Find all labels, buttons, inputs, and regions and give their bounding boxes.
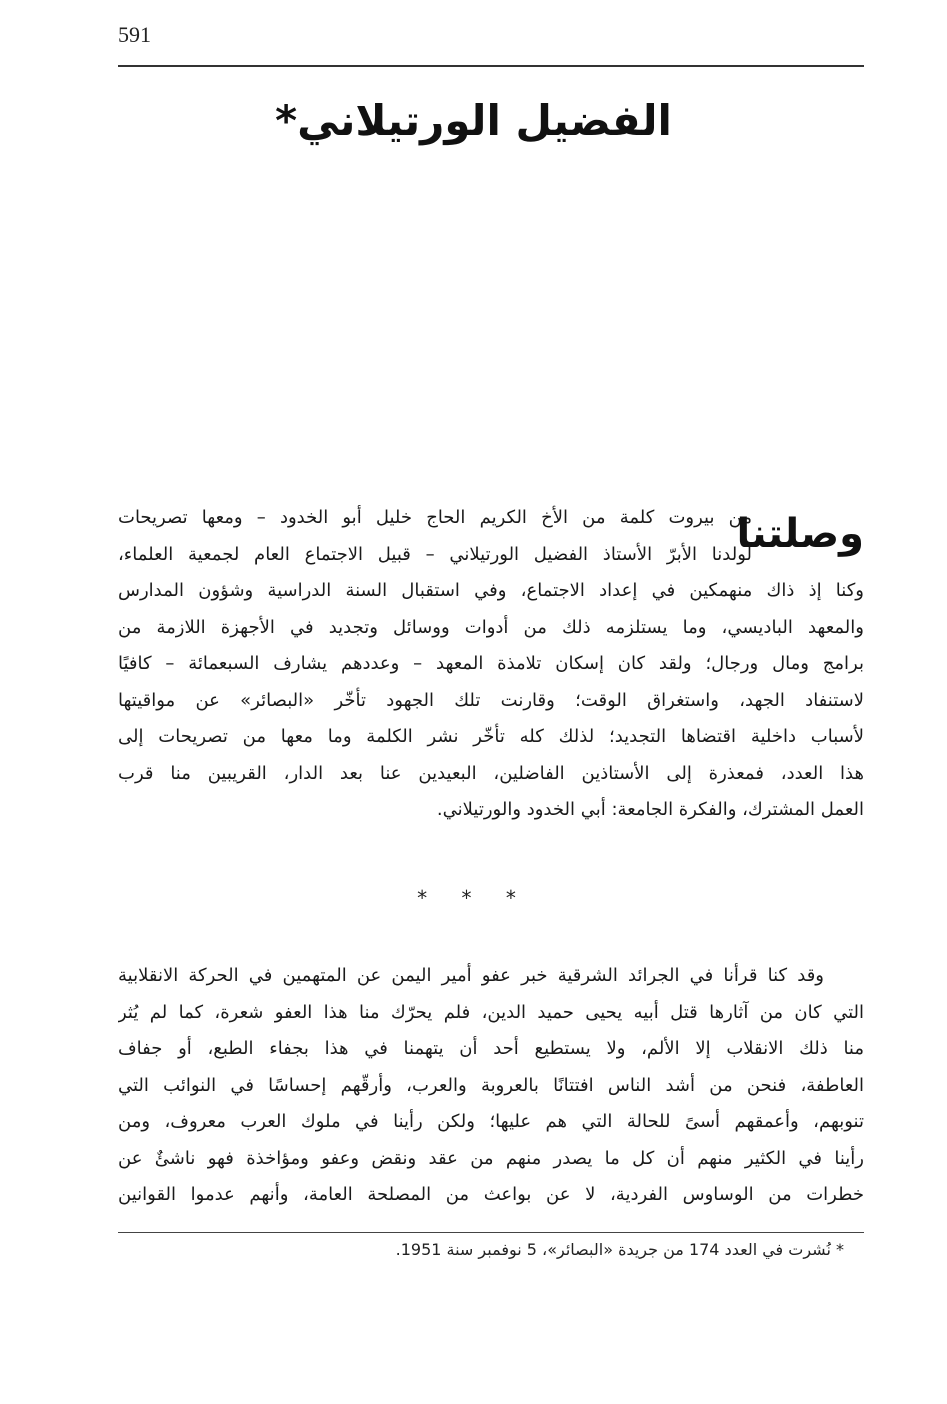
paragraph-line: التي كان من آثارها قتل أبيه يحيى حميد الدين، فلم يحرّك منا هذا العفو شعرة، كما لم يُثر (118, 1001, 864, 1023)
footnote-rule (118, 1232, 864, 1233)
paragraph-line: هذا العدد، فمعذرة إلى الأستاذين الفاضلين، البعيدين عنا بعد الدار، القريبين منا قرب (118, 762, 864, 784)
paragraph-line: لاستنفاد الجهد، واستغراق الوقت؛ وقارنت تلك الجهود تأخّر «البصائر» عن مواقيتها (118, 689, 864, 711)
footnote: * نُشرت في العدد 174 من جريدة «البصائر»، 5 نوفمبر سنة 1951. (395, 1240, 844, 1259)
paragraph-2 (118, 958, 864, 1214)
drop-word: وصلتنا (736, 511, 864, 557)
paragraph-line: خطرات من الوساوس الفردية، لا عن بواعث من المصلحة العامة، وأنهم عدموا القوانين (118, 1184, 864, 1205)
paragraph-line: والمعهد الباديسي، وما يستلزمه ذلك من أدوات ووسائل وتجديد في الأجهزة اللازمة من (118, 616, 864, 638)
paragraph-line: رأينا في الكثير منهم أن كل ما يصدر منهم من عقد ونقض وعفو ومؤاخذة فهو ناشئٌ عن (118, 1147, 864, 1169)
paragraph-line: لولدنا الأبرّ الأستاذ الفضيل الورتيلاني – قبيل الاجتماع العام لجمعية العلماء، (118, 543, 752, 565)
page-number: 591 (118, 22, 151, 47)
paragraph-line: العاطفة، فنحن من أشد الناس افتتانًا بالعروبة والعرب، وأرقّهم إحساسًا في النوائب التي (118, 1074, 864, 1096)
paragraph-1 (118, 500, 864, 829)
paragraph-line: برامج ومال ورجال؛ ولقد كان إسكان تلامذة المعهد – وعددهم يشارف السبعمائة – كافيًا (118, 653, 864, 674)
paragraph-line: تنوبهم، وأعمقهم أسىً للحالة التي هم عليها؛ ولكن رأينا في ملوك العرب معروف، ومن (118, 1111, 864, 1132)
paragraph-line: من بيروت كلمة من الأخ الكريم الحاج خليل أبو الخدود – ومعها تصريحات (118, 507, 752, 528)
header-rule (118, 65, 864, 67)
paragraph-line: لأسباب داخلية اقتضاها التجديد؛ لذلك كله تأخّر نشر الكلمة وما معها من تصريحات إلى (118, 726, 864, 747)
page-title: الفضيل الورتيلاني* (275, 96, 672, 145)
paragraph-line: وقد كنا قرأنا في الجرائد الشرقية خبر عفو أمير اليمن عن المتهمين في الحركة الانقلابية (118, 965, 824, 986)
section-separator: * * * (417, 886, 530, 910)
paragraph-line: منا ذلك الانقلاب إلا الألم، ولا يستطيع أحد أن يتهمنا في هذا بجفاء الطبع، أو جفاف (118, 1038, 864, 1059)
paragraph-line: وكنا إذ ذاك منهمكين في إعداد الاجتماع، وفي استقبال السنة الدراسية وشؤون المدارس (118, 580, 864, 601)
paragraph-line: العمل المشترك، والفكرة الجامعة: أبي الخدود والورتيلاني. (436, 799, 864, 820)
